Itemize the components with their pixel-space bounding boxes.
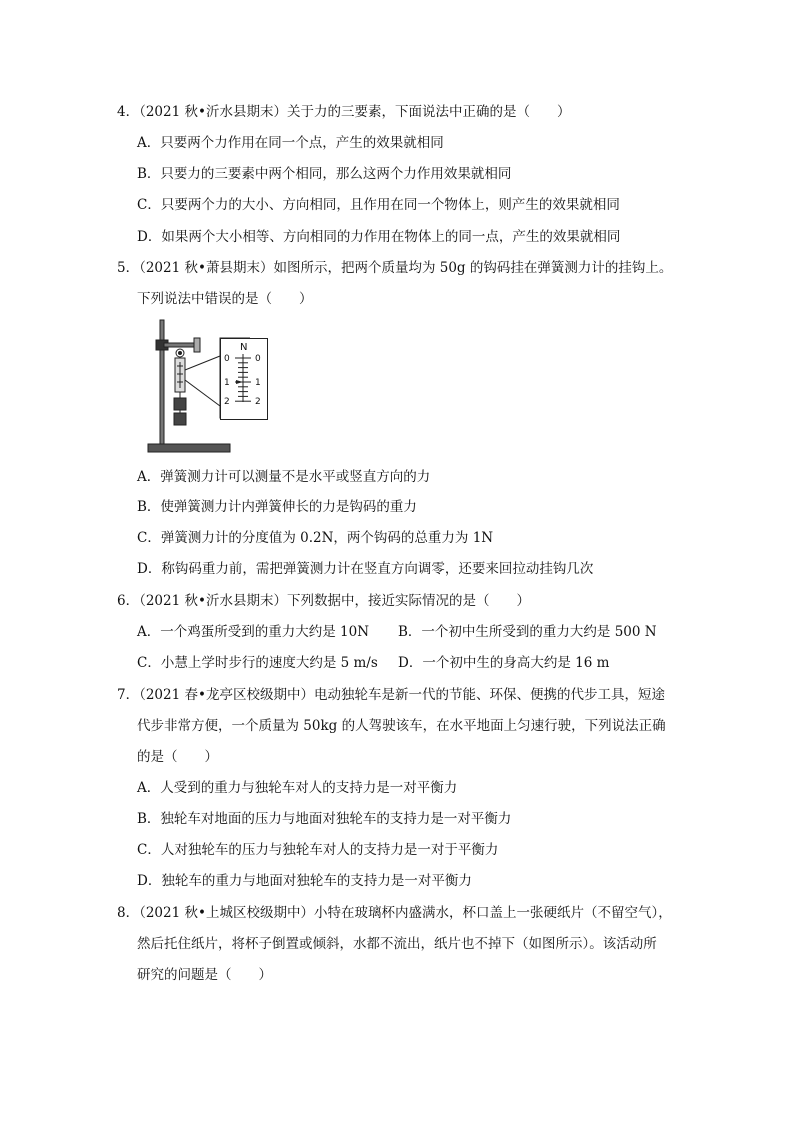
question-7-option-d: D．独轮车的重力与地面对独轮车的支持力是一对平衡力	[137, 873, 472, 889]
question-7-stem-line-1: 7．（2021 春•龙亭区校级期中）电动独轮车是新一代的节能、环保、便携的代步工具，短途	[117, 687, 665, 703]
weight-upper	[174, 398, 186, 410]
question-7-stem-line-3: 的是（ ）	[137, 749, 218, 765]
stand-base	[148, 444, 230, 452]
scale-right-0: 0	[255, 354, 261, 364]
question-6-option-c: C．小慧上学时步行的速度大约是 5 m/s	[137, 655, 378, 671]
question-5-stem-line-1: 5．（2021 秋•萧县期末）如图所示，把两个质量均为 50g 的钩码挂在弹簧测力计的挂钩上。	[117, 260, 673, 276]
question-6-option-a: A．一个鸡蛋所受到的重力大约是 10N	[137, 624, 370, 640]
question-6-option-d: D．一个初中生的身高大约是 16 m	[398, 655, 610, 671]
question-8-stem-line-2: 然后托住纸片，将杯子倒置或倾斜，水都不流出，纸片也不掉下（如图所示）。该活动所	[137, 936, 657, 952]
question-4-option-a: A．只要两个力作用在同一个点，产生的效果就相同	[137, 135, 444, 151]
question-4-stem: 4．（2021 秋•沂水县期末）关于力的三要素，下面说法中正确的是（ ）	[117, 104, 571, 120]
scale-left-2: 2	[224, 397, 230, 407]
weight-lower	[174, 413, 186, 425]
question-4-option-c: C．只要两个力的大小、方向相同，且作用在同一个物体上，则产生的效果就相同	[137, 197, 620, 213]
question-5-option-b: B．使弹簧测力计内弹簧伸长的力是钩码的重力	[137, 499, 417, 515]
stand-pole	[160, 320, 164, 444]
question-5-stem-line-2: 下列说法中错误的是（ ）	[137, 291, 313, 307]
question-7-option-b: B．独轮车对地面的压力与地面对独轮车的支持力是一对平衡力	[137, 811, 512, 827]
question-4-option-d: D．如果两个大小相等、方向相同的力作用在物体上的同一点，产生的效果就相同	[137, 229, 621, 245]
scale-left-1: 1	[224, 378, 230, 388]
question-7-option-c: C．人对独轮车的压力与独轮车对人的支持力是一对于平衡力	[137, 842, 499, 858]
arm-knob	[194, 338, 200, 352]
question-8-stem-line-3: 研究的问题是（ ）	[137, 967, 272, 983]
question-6-stem: 6．（2021 秋•沂水县期末）下列数据中，接近实际情况的是（ ）	[117, 593, 530, 609]
question-5-option-a: A．弹簧测力计可以测量不是水平或竖直方向的力	[137, 469, 431, 485]
question-5-option-d: D．称钩码重力前，需把弹簧测力计在竖直方向调零，还要来回拉动挂钩几次	[137, 561, 594, 577]
question-8-stem-line-1: 8．（2021 秋•上城区校级期中）小特在玻璃杯内盛满水，杯口盖上一张硬纸片（不留空气），	[117, 905, 672, 921]
question-7-stem-line-2: 代步非常方便，一个质量为 50kg 的人驾驶该车，在水平地面上匀速行驶，下列说法正确	[137, 718, 666, 734]
question-7-option-a: A．人受到的重力与独轮车对人的支持力是一对平衡力	[137, 780, 458, 796]
magnified-scale-detail	[220, 338, 268, 420]
stand-arm	[164, 343, 196, 347]
scale-left-0: 0	[224, 354, 230, 364]
scale-unit-label: N	[240, 342, 248, 353]
scale-right-1: 1	[255, 378, 261, 388]
question-6-option-b: B．一个初中生所受到的重力大约是 500 N	[398, 624, 657, 640]
question-5-option-c: C．弹簧测力计的分度值为 0.2N，两个钩码的总重力为 1N	[137, 530, 494, 546]
question-4-option-b: B．只要力的三要素中两个相同，那么这两个力作用效果就相同	[137, 166, 512, 182]
scale-right-2: 2	[255, 397, 261, 407]
